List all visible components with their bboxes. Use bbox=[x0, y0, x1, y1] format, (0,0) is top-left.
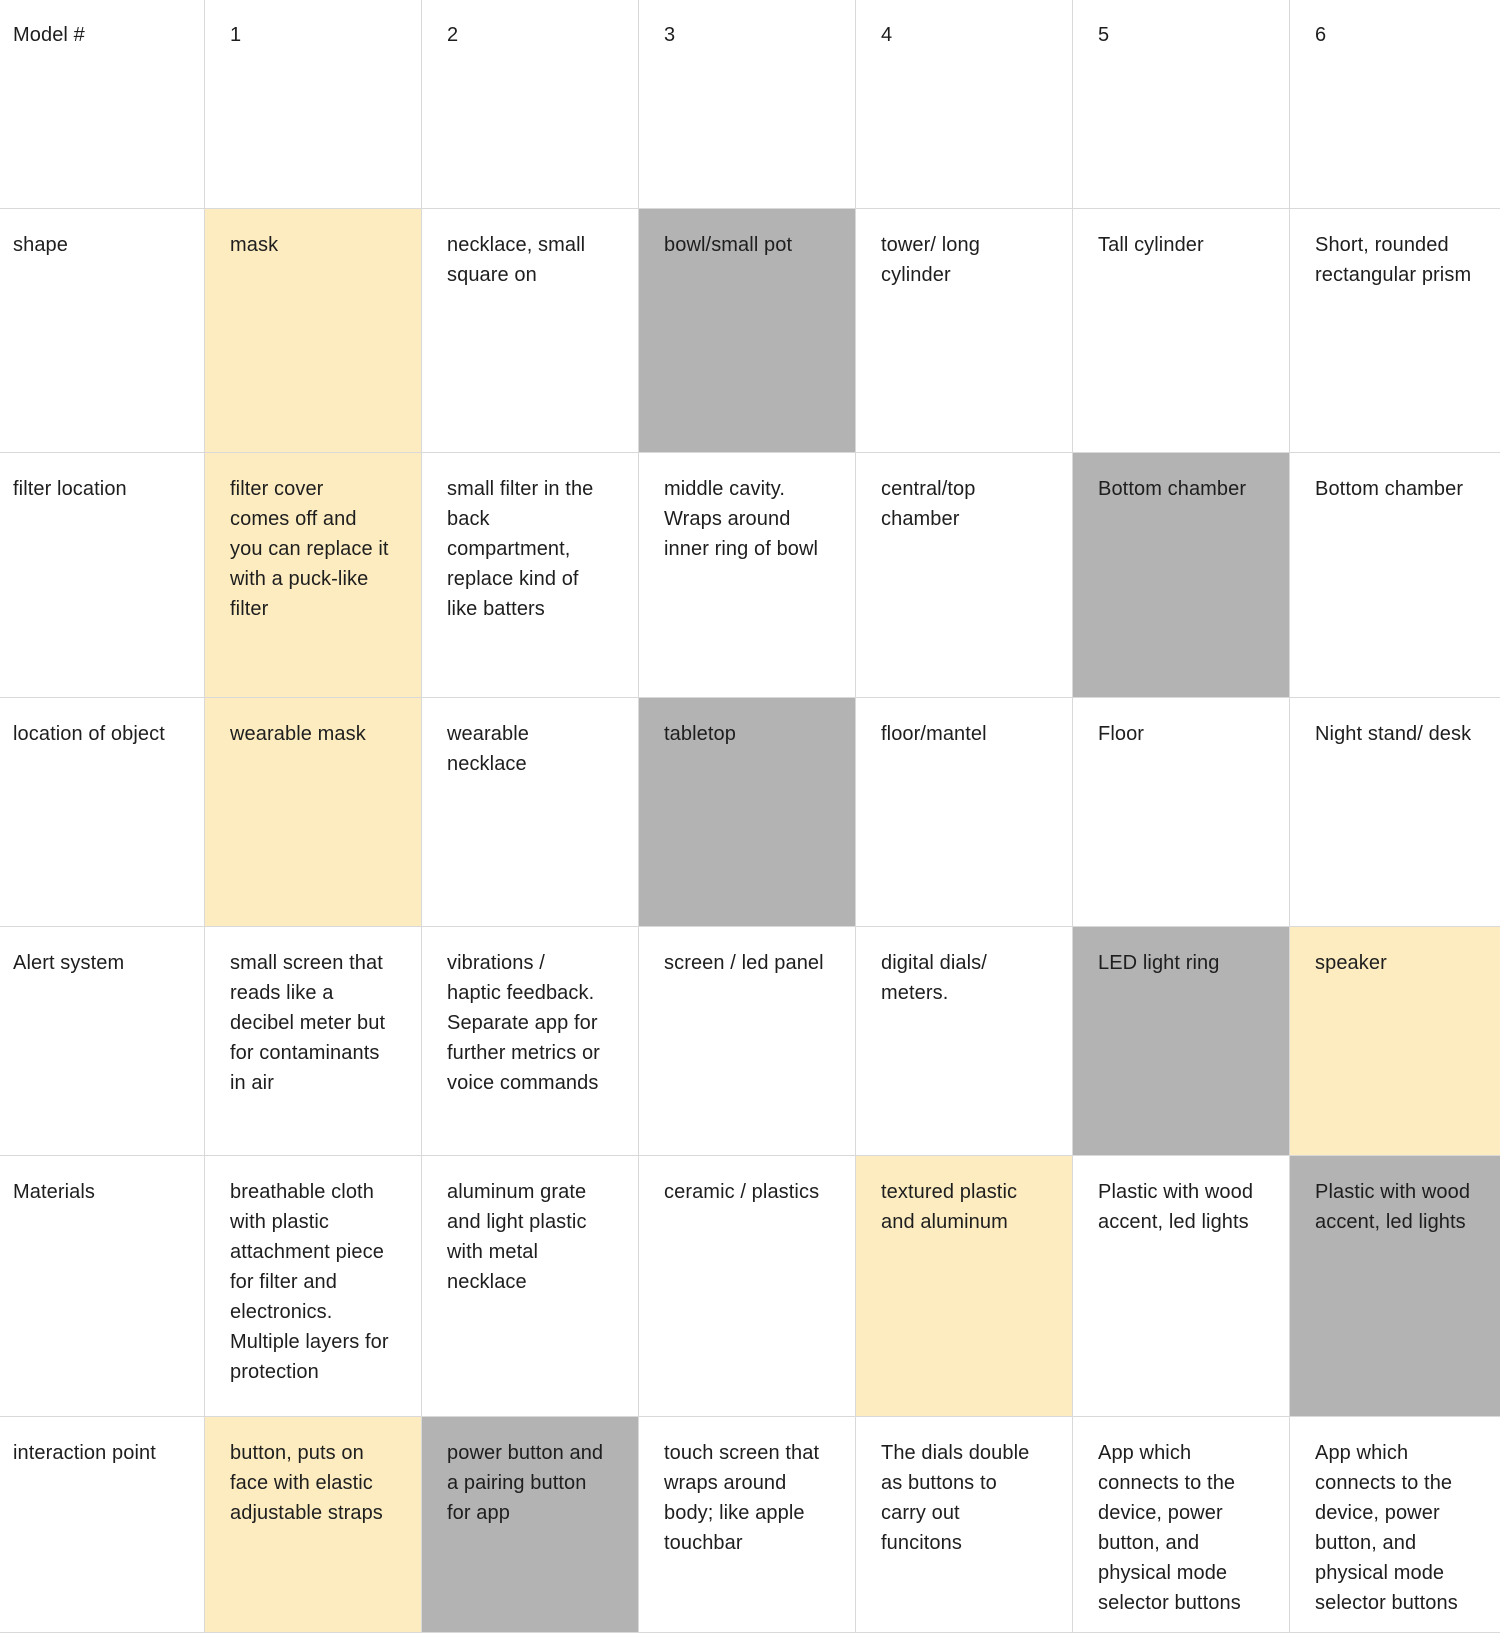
header-model-5: 5 bbox=[1073, 0, 1290, 209]
header-model-3: 3 bbox=[639, 0, 856, 209]
table-cell: vibrations / haptic feedback. Separate app for further metrics or voice commands bbox=[422, 927, 639, 1156]
row-label-filter-location: filter location bbox=[0, 453, 205, 698]
row-label-shape: shape bbox=[0, 209, 205, 453]
table-cell: central/top chamber bbox=[856, 453, 1073, 698]
table-cell: Plastic with wood accent, led lights bbox=[1073, 1156, 1290, 1417]
table-cell: textured plastic and aluminum bbox=[856, 1156, 1073, 1417]
row-label-materials: Materials bbox=[0, 1156, 205, 1417]
table-cell: power button and a pairing button for app bbox=[422, 1417, 639, 1633]
table-cell: floor/mantel bbox=[856, 698, 1073, 927]
table-cell: necklace, small square on bbox=[422, 209, 639, 453]
table-cell: touch screen that wraps around body; like apple touchbar bbox=[639, 1417, 856, 1633]
table-cell: wearable mask bbox=[205, 698, 422, 927]
table-cell: Floor bbox=[1073, 698, 1290, 927]
table-cell: mask bbox=[205, 209, 422, 453]
row-label-interaction-point: interaction point bbox=[0, 1417, 205, 1633]
table-cell: breathable cloth with plastic attachment piece for filter and electronics. Multiple layers for protection bbox=[205, 1156, 422, 1417]
table-cell: tabletop bbox=[639, 698, 856, 927]
row-label-alert-system: Alert system bbox=[0, 927, 205, 1156]
table-cell: The dials double as buttons to carry out funcitons bbox=[856, 1417, 1073, 1633]
table-cell: Bottom chamber bbox=[1073, 453, 1290, 698]
table-cell: speaker bbox=[1290, 927, 1500, 1156]
table-cell: LED light ring bbox=[1073, 927, 1290, 1156]
table-cell: screen / led panel bbox=[639, 927, 856, 1156]
table-cell: Short, rounded rectangular prism bbox=[1290, 209, 1500, 453]
table-cell: bowl/small pot bbox=[639, 209, 856, 453]
table-cell: wearable necklace bbox=[422, 698, 639, 927]
table-cell: Tall cylinder bbox=[1073, 209, 1290, 453]
table-cell: digital dials/ meters. bbox=[856, 927, 1073, 1156]
header-model-6: 6 bbox=[1290, 0, 1500, 209]
table-cell: ceramic / plastics bbox=[639, 1156, 856, 1417]
header-model-1: 1 bbox=[205, 0, 422, 209]
row-label-location-of-object: location of object bbox=[0, 698, 205, 927]
header-model-2: 2 bbox=[422, 0, 639, 209]
table-cell: button, puts on face with elastic adjustable straps bbox=[205, 1417, 422, 1633]
header-model-4: 4 bbox=[856, 0, 1073, 209]
table-cell: Bottom chamber bbox=[1290, 453, 1500, 698]
table-cell: App which connects to the device, power button, and physical mode selector buttons bbox=[1073, 1417, 1290, 1633]
table-cell: middle cavity. Wraps around inner ring of bowl bbox=[639, 453, 856, 698]
table-cell: tower/ long cylinder bbox=[856, 209, 1073, 453]
table-cell: App which connects to the device, power button, and physical mode selector buttons bbox=[1290, 1417, 1500, 1633]
table-cell: aluminum grate and light plastic with metal necklace bbox=[422, 1156, 639, 1417]
table-cell: small filter in the back compartment, replace kind of like batters bbox=[422, 453, 639, 698]
table-cell: small screen that reads like a decibel meter but for contaminants in air bbox=[205, 927, 422, 1156]
header-label-cell: Model # bbox=[0, 0, 205, 209]
table-cell: Night stand/ desk bbox=[1290, 698, 1500, 927]
table-cell: filter cover comes off and you can replace it with a puck-like filter bbox=[205, 453, 422, 698]
table-cell: Plastic with wood accent, led lights bbox=[1290, 1156, 1500, 1417]
